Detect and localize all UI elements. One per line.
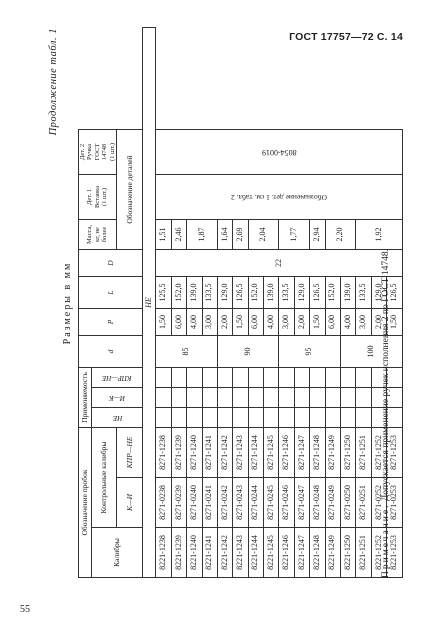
applicability-ne-cell: [156, 408, 171, 428]
applicability-kpp-cell: [294, 368, 309, 388]
caliber-kpp-cell: 8271-1241: [202, 428, 217, 478]
applicability-ne-cell: [279, 408, 294, 428]
l-value-cell: 125,5: [156, 277, 171, 309]
applicability-ne-cell: [294, 408, 309, 428]
p-value-cell: 4,00: [264, 309, 279, 336]
big-d-value: 22: [273, 259, 283, 267]
p-value-cell: 1,50: [233, 309, 248, 336]
p-value-cell: 1,50: [310, 309, 325, 336]
p-value-cell: 3,00: [279, 309, 294, 336]
table-row: [325, 28, 340, 578]
applicability-ne-cell: [310, 408, 325, 428]
caliber-kpp-cell: 8271-1249: [325, 428, 340, 478]
applicability-kpp-cell: [217, 368, 232, 388]
table-row: [310, 28, 325, 578]
caliber-ki-cell: 8271-0248: [310, 478, 325, 528]
p-header: P: [79, 309, 143, 336]
p-value-cell: 1,50: [387, 309, 402, 336]
det2-value: 8054-0019: [261, 148, 297, 158]
table-row: [264, 28, 279, 578]
big-d-value-cell: [156, 250, 402, 277]
applicability-ne-cell: [217, 408, 232, 428]
applicability-ki-cell: [202, 388, 217, 408]
l-value-cell: 139,0: [187, 277, 202, 309]
table-row: [279, 28, 294, 578]
p-value-cell: 1,50: [156, 309, 171, 336]
mass-value-cell: 2,46: [171, 220, 186, 250]
p-value-cell: 6,00: [171, 309, 186, 336]
det1-value-cell: [156, 175, 402, 220]
p-value-cell: 2,00: [217, 309, 232, 336]
document-header: ГОСТ 17757—72 С. 14: [289, 31, 403, 43]
caliber-ne-cell: 8221-1247: [294, 528, 309, 578]
caliber-ki-cell: 8271-0251: [356, 478, 371, 528]
caliber-kpp-cell: 8271-1243: [233, 428, 248, 478]
p-value-cell: 2,00: [294, 309, 309, 336]
caliber-kpp-cell: 8271-1245: [264, 428, 279, 478]
control-calibers-header: Контрольные калибры: [92, 428, 117, 528]
applicability-ne-cell: [171, 408, 186, 428]
caliber-ne-cell: 8221-1238: [156, 528, 171, 578]
applicability-kpp-cell: [248, 368, 263, 388]
applicability-ki-cell: [217, 388, 232, 408]
caliber-ki-cell: 8271-0244: [248, 478, 263, 528]
applicability-ne-cell: [341, 408, 356, 428]
caliber-kpp-cell: 8271-1244: [248, 428, 263, 478]
applicability-ki-cell: [248, 388, 263, 408]
designation-header: Обозначение деталей: [117, 130, 143, 250]
l-value-cell: 152,0: [171, 277, 186, 309]
caliber-kpp-cell: 8271-1250: [341, 428, 356, 478]
caliber-ki-cell: 8271-0250: [341, 478, 356, 528]
mass-value-cell: 1,92: [356, 220, 402, 250]
caliber-kpp-cell: 8271-1239: [171, 428, 186, 478]
l-value-cell: 133,5: [279, 277, 294, 309]
table-row: [217, 28, 232, 578]
caliber-ne-cell: 8221-1241: [202, 528, 217, 578]
mass-value-cell: 1,77: [279, 220, 310, 250]
app-ki-header: И—К: [92, 388, 143, 408]
caliber-ne-cell: 8221-1242: [217, 528, 232, 578]
applicability-ne-cell: [187, 408, 202, 428]
d-value-cell: 90: [217, 336, 279, 368]
rotated-table-page: [48, 28, 398, 578]
caliber-ki-cell: 8271-0243: [233, 478, 248, 528]
applicability-kpp-cell: [187, 368, 202, 388]
caliber-ne-cell: 8221-1249: [325, 528, 340, 578]
caliber-kpp-cell: 8271-1248: [310, 428, 325, 478]
applicability-kpp-cell: [156, 368, 171, 388]
caliber-kpp-cell: 8271-1246: [279, 428, 294, 478]
app-kpp-header: КПР—НЕ: [92, 368, 143, 388]
l-value-cell: 129,0: [217, 277, 232, 309]
mass-value-cell: 1,87: [187, 220, 218, 250]
l-value-cell: 152,0: [325, 277, 340, 309]
caliber-ki-cell: 8271-0249: [325, 478, 340, 528]
applicability-kpp-cell: [233, 368, 248, 388]
caliber-kpp-cell: 8271-1242: [217, 428, 232, 478]
caliber-ki-cell: 8271-0242: [217, 478, 232, 528]
l-value-cell: 126,5: [387, 277, 402, 309]
caliber-kpp-cell: 8271-1253: [387, 428, 402, 478]
mass-value-cell: 2,20: [325, 220, 356, 250]
d-value-cell: 95: [279, 336, 341, 368]
table-note: Примечание. Допускается применение ручек исполнения 2 по ГОСТ 14748.: [381, 249, 391, 578]
caliber-ne-cell: 8221-1250: [341, 528, 356, 578]
l-value-cell: 139,0: [341, 277, 356, 309]
caliber-kpp-cell: 8271-1251: [356, 428, 371, 478]
caliber-kpp-cell: 8271-1247: [294, 428, 309, 478]
ki-header: К—И: [117, 478, 143, 528]
applicability-ki-cell: [310, 388, 325, 408]
applicability-ki-cell: [264, 388, 279, 408]
table-row: [202, 28, 217, 578]
caliber-ki-cell: 8271-0253: [387, 478, 402, 528]
mass-value-cell: 1,51: [156, 220, 171, 250]
caliber-ne-cell: 8221-1243: [233, 528, 248, 578]
applicability-ki-cell: [171, 388, 186, 408]
applicability-kpp-cell: [279, 368, 294, 388]
l-value-cell: 129,0: [371, 277, 386, 309]
caliber-ne-cell: 8221-1239: [171, 528, 186, 578]
caliber-ne-cell: 8221-1246: [279, 528, 294, 578]
page-number: 55: [20, 604, 30, 615]
p-value-cell: 6,00: [325, 309, 340, 336]
mass-header: Масса, кг, не более: [79, 220, 117, 250]
mass-value-cell: 2,94: [310, 220, 325, 250]
applicability-header: Применяемость: [79, 368, 92, 428]
caliber-ki-cell: 8271-0239: [171, 478, 186, 528]
applicability-kpp-cell: [264, 368, 279, 388]
caliber-ne-cell: 8221-1240: [187, 528, 202, 578]
table-row: [156, 28, 171, 578]
applicability-ki-cell: [356, 388, 371, 408]
l-value-cell: 129,0: [294, 277, 309, 309]
caliber-ki-cell: 8271-0246: [279, 478, 294, 528]
det1-value: Обозначение дет. 1 см. табл. 2: [230, 193, 327, 203]
applicability-kpp-cell: [171, 368, 186, 388]
l-header: L: [79, 277, 143, 309]
p-value-cell: 4,00: [341, 309, 356, 336]
applicability-ki-cell: [325, 388, 340, 408]
caliber-ki-cell: 8271-0247: [294, 478, 309, 528]
table-row: [248, 28, 263, 578]
gauges-group-header: Обозначение пробок: [79, 428, 92, 578]
l-value-cell: 133,5: [356, 277, 371, 309]
caliber-kpp-cell: 8271-1252: [371, 428, 386, 478]
caliber-ne-cell: 8221-1248: [310, 528, 325, 578]
p-value-cell: 6,00: [248, 309, 263, 336]
applicability-ne-cell: [264, 408, 279, 428]
applicability-kpp-cell: [341, 368, 356, 388]
applicability-ki-cell: [341, 388, 356, 408]
ne-subheader-row: НЕ: [143, 28, 156, 578]
caliber-kpp-cell: 8271-1240: [187, 428, 202, 478]
app-ne-header: НЕ: [92, 408, 143, 428]
applicability-ne-cell: [356, 408, 371, 428]
caliber-ki-cell: 8271-0238: [156, 478, 171, 528]
applicability-kpp-cell: [356, 368, 371, 388]
caliber-ne-cell: 8221-1252: [371, 528, 386, 578]
l-value-cell: 139,0: [264, 277, 279, 309]
table-row: [187, 28, 202, 578]
caliber-ne-cell: 8221-1244: [248, 528, 263, 578]
caliber-ne-cell: 8221-1245: [264, 528, 279, 578]
caliber-ne-cell: 8221-1251: [356, 528, 371, 578]
applicability-kpp-cell: [202, 368, 217, 388]
applicability-kpp-cell: [310, 368, 325, 388]
table-row: [171, 28, 186, 578]
l-value-cell: 126,5: [233, 277, 248, 309]
big-d-header: D: [79, 250, 143, 277]
mass-value-cell: 2,69: [233, 220, 248, 250]
caliber-ki-cell: 8271-0245: [264, 478, 279, 528]
p-value-cell: 3,00: [356, 309, 371, 336]
d-value-cell: 100: [341, 336, 403, 368]
p-value-cell: 3,00: [202, 309, 217, 336]
l-value-cell: 126,5: [310, 277, 325, 309]
caliber-ki-cell: 8271-0252: [371, 478, 386, 528]
det1-header: Дет. 1 Вставка (1 шт.): [79, 175, 117, 220]
table-row: [233, 28, 248, 578]
applicability-ki-cell: [279, 388, 294, 408]
table-row: [356, 28, 371, 578]
table-row: [294, 28, 309, 578]
applicability-ki-cell: [294, 388, 309, 408]
det2-value-cell: [156, 130, 402, 175]
applicability-ne-cell: [233, 408, 248, 428]
d-header: d: [79, 336, 143, 368]
applicability-ki-cell: [233, 388, 248, 408]
det2-header: Дет. 2 Ручка ГОСТ 14748 (1 шт.): [79, 130, 117, 175]
caliber-kpp-cell: 8271-1238: [156, 428, 171, 478]
gauge-dimensions-table: [78, 27, 403, 578]
applicability-ki-cell: [187, 388, 202, 408]
caliber-ne-cell: 8221-1253: [387, 528, 402, 578]
l-value-cell: 152,0: [248, 277, 263, 309]
p-value-cell: 4,00: [187, 309, 202, 336]
applicability-ki-cell: [156, 388, 171, 408]
kpp-ne-header: КПР—НЕ: [117, 428, 143, 478]
l-value-cell: 133,5: [202, 277, 217, 309]
d-value-cell: 85: [156, 336, 218, 368]
caliber-ki-cell: 8271-0241: [202, 478, 217, 528]
applicability-kpp-cell: [325, 368, 340, 388]
table-row: [341, 28, 356, 578]
table-continuation-label: Продолжение табл. 1: [48, 28, 59, 136]
p-value-cell: 2,00: [371, 309, 386, 336]
calibers-header: Калибры: [92, 528, 143, 578]
mass-value-cell: 1,64: [217, 220, 232, 250]
caliber-ki-cell: 8271-0240: [187, 478, 202, 528]
table-title: Размеры в мм: [62, 261, 73, 345]
mass-value-cell: 2,04: [248, 220, 279, 250]
applicability-ne-cell: [202, 408, 217, 428]
applicability-ne-cell: [248, 408, 263, 428]
applicability-ne-cell: [325, 408, 340, 428]
